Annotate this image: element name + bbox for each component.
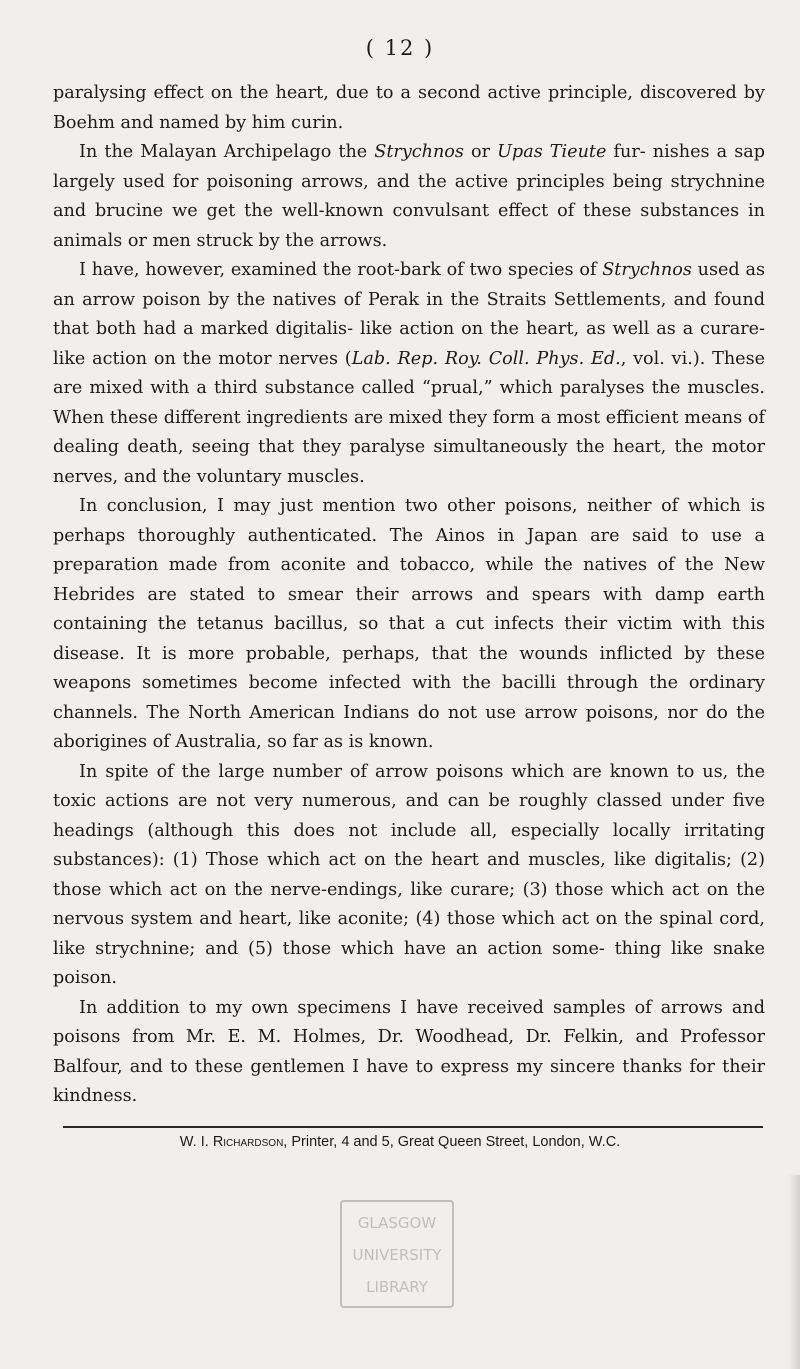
library-stamp <box>338 1198 456 1310</box>
printer-imprint <box>0 1134 800 1150</box>
italic-term-upas-tieute: Upas Tieute <box>497 142 607 162</box>
paragraph-6: In addition to my own specimens I have received samples of arrows and poisons from Mr. E. M. Holmes, Dr. Woodhead, Dr. Felkin, and Professor Balfour, and to these gentlemen I have to express my sincere thanks for their kindness. <box>53 997 765 1106</box>
page-edge-shadow <box>788 1175 800 1369</box>
italic-term-strychnos: Strychnos <box>374 142 464 162</box>
stamp-line-1: GLASGOW <box>357 1214 437 1232</box>
paragraph-3-part-a: I have, however, examined the root-bark of two species of <box>79 260 603 280</box>
imprint-printer-name: Richardson <box>212 1134 284 1150</box>
stamp-line-3: LIBRARY <box>366 1278 428 1296</box>
paragraph-4: In conclusion, I may just mention two other poisons, neither of which is perhaps thoroughly authenticated. The Ainos in Japan are said to use a preparation made from aconite and tobacco, while the natives of the New Hebrides are stated to smear their arrows and spears with damp earth containing the tetanus bacillus, so that a cut infects their victim with this disease. It is more probable, perhaps, that the wounds inflicted by these weapons sometimes become infected with the bacilli through the ordinary channels. The North American Indians do not use arrow poisons, nor do the aborigines of Australia, so far as is known. <box>53 496 765 752</box>
stamp-line-2: UNIVERSITY <box>352 1246 442 1264</box>
paragraph-3-part-b: used as an arrow poison by the natives of Perak in the Straits Settlements, and found that both had a marked digitalis- like action on the heart, as well as a curare-like action on the motor nerves ( <box>53 260 765 369</box>
imprint-address: , Printer, 4 and 5, Great Queen Street, London, W.C. <box>283 1134 621 1150</box>
imprint-initials: W. I. <box>179 1134 213 1150</box>
paragraph-2-part-b: or <box>463 142 498 162</box>
footer-rule <box>63 1126 763 1128</box>
paragraph-2-part-a: In the Malayan Archipelago the <box>79 142 375 162</box>
paragraph-3-part-c: , vol. vi.). These are mixed with a third substance called “prual,” which paralyses the muscles. When these different ingredients are mixed they form a most efficient means of dealing death, seeing that they paralyse simultaneously the heart, the motor nerves, and the voluntary muscles. <box>53 348 766 487</box>
page-number: ( 12 ) <box>365 36 435 60</box>
paragraph-2 <box>53 138 765 256</box>
paragraph-3 <box>53 256 765 492</box>
italic-term-strychnos-2: Strychnos <box>602 260 692 280</box>
paragraph-5: In spite of the large number of arrow poisons which are known to us, the toxic actions are not very numerous, and can be roughly classed under five headings (although this does not include all, especially locally irritating substances): (1) Those which act on the heart and muscles, like digitalis; (2) those which act on the nerve-endings, like curare; (3) those which act on the nervous system and heart, like aconite; (4) those which act on the spinal cord, like strychnine; and (5) those which have an action some- thing like snake poison. <box>53 761 765 988</box>
paragraph-2-part-c: fur- nishes a sap largely used for poisoning arrows, and the active principles being strychnine and brucine we get the well-known convulsant effect of these substances in animals or men struck by the arrows. <box>53 142 765 251</box>
body-text <box>53 79 765 1112</box>
italic-citation: Lab. Rep. Roy. Coll. Phys. Ed. <box>351 348 621 369</box>
paragraph-1: paralysing effect on the heart, due to a second active principle, discovered by Boehm and named by him curin. <box>53 83 765 133</box>
